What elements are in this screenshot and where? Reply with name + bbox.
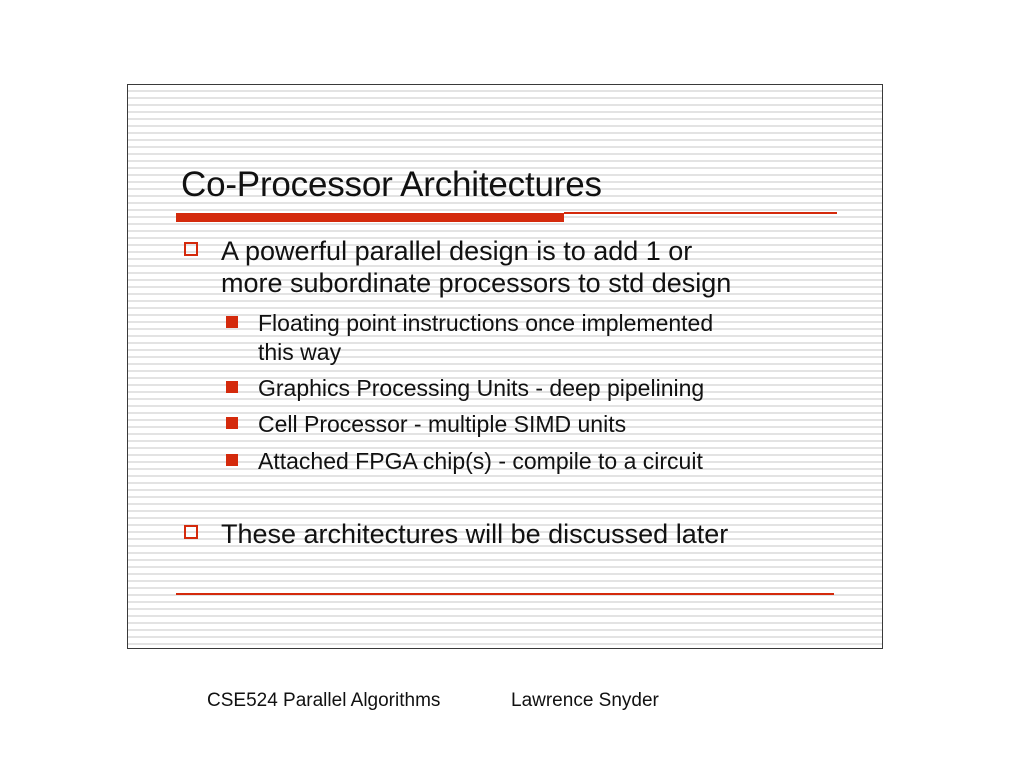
subbullet-4-line-1: Attached FPGA chip(s) - compile to a circuit (258, 448, 703, 474)
solid-square-bullet-icon (226, 454, 238, 466)
solid-square-bullet-icon (226, 316, 238, 328)
subbullet-1-line-2: this way (258, 339, 342, 365)
subbullet-2-line-1: Graphics Processing Units - deep pipelining (258, 375, 705, 401)
solid-square-bullet-icon (226, 417, 238, 429)
bullet-2-line-1: These architectures will be discussed later (221, 519, 729, 549)
slide-frame (127, 84, 883, 649)
title-underline-thin (564, 212, 837, 214)
hollow-square-bullet-icon (184, 525, 198, 539)
hollow-square-bullet-icon (184, 242, 198, 256)
slide-title: Co-Processor Architectures (181, 165, 602, 204)
solid-square-bullet-icon (226, 381, 238, 393)
footer-course: CSE524 Parallel Algorithms (207, 690, 441, 711)
bottom-divider (176, 593, 834, 595)
subbullet-3-line-1: Cell Processor - multiple SIMD units (258, 411, 627, 437)
bullet-1-line-2: more subordinate processors to std design (221, 268, 732, 298)
subbullet-1-line-1: Floating point instructions once implemented (258, 310, 714, 336)
footer-author: Lawrence Snyder (511, 690, 659, 711)
title-underline-thick (176, 213, 564, 222)
bullet-1-line-1: A powerful parallel design is to add 1 or (221, 236, 693, 266)
